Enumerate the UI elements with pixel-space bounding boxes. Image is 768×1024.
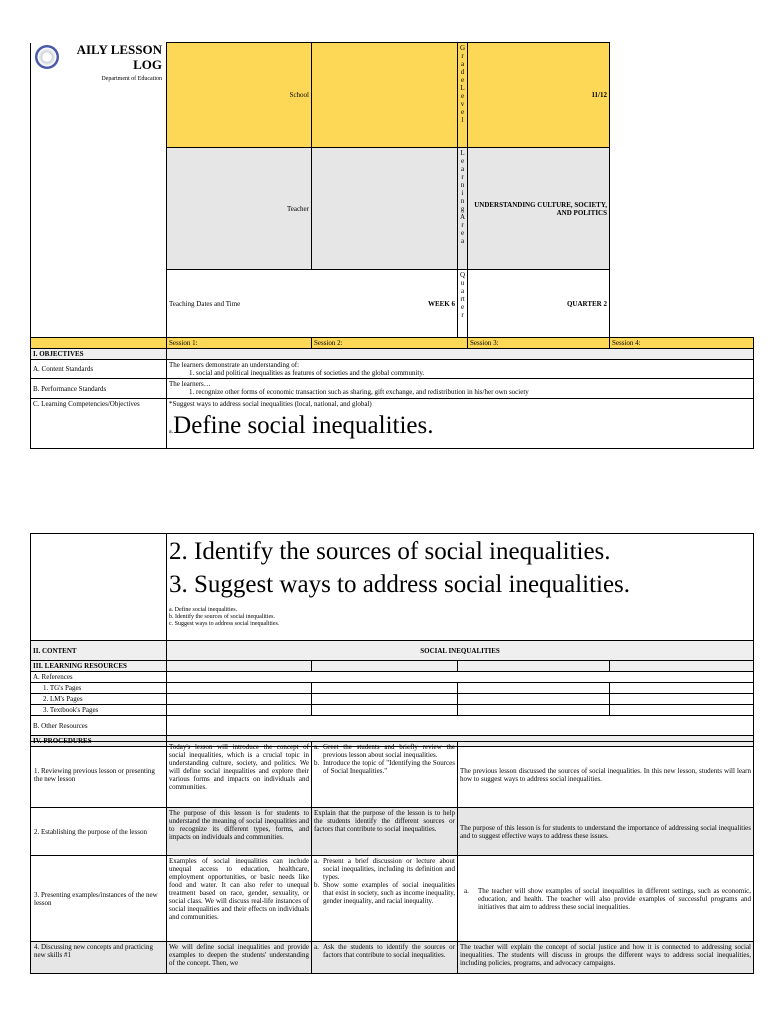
session-4-header: Session 4:	[610, 338, 754, 349]
objectives-table	[30, 337, 754, 449]
session-2-cell: Explain that the purpose of the lesson is to help the students identify the different sources or factors that contribute to social inequalities.	[312, 808, 458, 856]
procedures-table	[30, 741, 754, 974]
session-3-cell: The purpose of this lesson is for students to understand the importance of addressing social inequalities and to suggest effective ways to address these issues.	[458, 808, 754, 856]
procedure-row	[31, 808, 754, 856]
other-resources-label: B. Other Resources	[31, 716, 167, 736]
performance-standards-value: The learners… 1. recognize other forms of economic transaction such as sharing, gift exchange, and redistribution in his/her own society	[167, 379, 754, 399]
references-label: A. References	[31, 672, 167, 683]
department-label: Department of Education	[101, 76, 162, 82]
objectives-continued	[167, 534, 754, 641]
session-1-cell: The purpose of this lesson is for students to understand the meaning of social inequalities and to recognize its different types, forms, and impacts on individuals and communities.	[167, 808, 312, 856]
procedure-label: 1. Reviewing previous lesson or presenting the new lesson	[31, 742, 167, 808]
procedure-row	[31, 856, 754, 942]
learning-competencies-label: C. Learning Competencies/Objectives	[31, 399, 167, 449]
procedure-label: 4. Discussing new concepts and practicing new skills #1	[31, 942, 167, 974]
teacher-value[interactable]	[312, 148, 458, 270]
procedure-row	[31, 942, 754, 974]
grade-level-value: 11/12	[468, 43, 610, 148]
school-value[interactable]	[312, 43, 458, 148]
teacher-label: Teacher	[167, 148, 312, 270]
procedure-row	[31, 742, 754, 808]
content-standards-label: A. Content Standards	[31, 360, 167, 379]
objective-2: 2. Identify the sources of social inequalities.	[169, 538, 611, 565]
school-label: School	[167, 43, 312, 148]
objective-small-a: a. Define social inequalities.	[169, 607, 238, 613]
learning-area-label: Learning Area	[458, 148, 468, 270]
quarter-value: QUARTER 2	[468, 270, 610, 338]
performance-standards-label: B. Performance Standards	[31, 379, 167, 399]
learning-resources-heading: III. LEARNING RESOURCES	[31, 661, 167, 672]
session-2-cell: a. Present a brief discussion or lecture about social inequalities, including its definition and types. b. Show some examples of social inequalities that exist in society, such as income inequality, gender inequality, and racial inequality.	[312, 856, 458, 942]
tg-pages-label: 1. TG's Pages	[31, 683, 167, 694]
quarter-label: Quarter	[458, 270, 468, 338]
session-3-cell: The teacher will explain the concept of social justice and how it is connected to addressing social inequalities. The students will discuss in groups the different ways to address social inequalities, including policies, programs, and advocacy campaigns.	[458, 942, 754, 974]
grade-level-label: Grade Level	[458, 43, 468, 148]
content-heading: II. CONTENT	[31, 641, 167, 661]
session-1-cell: Examples of social inequalities can include unequal access to education, healthcare, employment opportunities, or basic needs like food and water. It can also refer to unequal treatment based on race, gender, sexuality, or social class. We will discuss real-life instances of social inequalities and their effects on individuals and communities.	[167, 856, 312, 942]
learning-competencies-value: *Suggest ways to address social inequalities (local, national, and global) a.Define social inequalities.	[167, 399, 754, 449]
continuation-table	[30, 533, 754, 747]
learning-area-value: UNDERSTANDING CULTURE, SOCIETY, AND POLITICS	[468, 148, 610, 270]
objectives-heading: I. OBJECTIVES	[31, 349, 167, 360]
session-3-cell: The previous lesson discussed the sources of social inequalities. In this new lesson, students will learn how to suggest ways to address social inequalities.	[458, 742, 754, 808]
lm-pages-label: 2. LM's Pages	[31, 694, 167, 705]
week-value: WEEK 6	[312, 270, 458, 338]
procedure-label: 3. Presenting examples/instances of the new lesson	[31, 856, 167, 942]
textbook-pages-label: 3. Textbook's Pages	[31, 705, 167, 716]
session-1-header: Session 1:	[167, 338, 312, 349]
session-3-header: Session 3:	[468, 338, 610, 349]
session-1-cell: We will define social inequalities and provide examples to deepen the students' understanding of the concept. Then, we	[167, 942, 312, 974]
session-1-cell: Today's lesson will introduce the concept of social inequalities, which is a crucial topic in understanding culture, society, and politics. We will define social inequalities and explore their various forms and impacts on individuals and communities.	[167, 742, 312, 808]
content-standards-value: The learners demonstrate an understanding of: 1. social and political inequalities as features of societies and the global community.	[167, 360, 754, 379]
session-2-cell: a. Greet the students and briefly review the previous lesson about social inequalities. b. Introduce the topic of "Identifying the Sources of Social Inequalities."	[312, 742, 458, 808]
header-table	[30, 42, 754, 338]
teaching-dates-label: Teaching Dates and Time	[167, 270, 312, 338]
objective-3: 3. Suggest ways to address social inequalities.	[169, 571, 631, 598]
session-3-cell: a. The teacher will show examples of social inequalities in different settings, such as economic, education, and health. The teacher will also provide examples of successful programs and initiatives that aim to address these social inequalities.	[458, 856, 754, 942]
procedure-label: 2. Establishing the purpose of the lesson	[31, 808, 167, 856]
objective-small-b: b. Identify the sources of social inequalities.	[169, 614, 275, 620]
lesson-log-title: AILY LESSON LOG	[76, 42, 162, 72]
content-value: SOCIAL INEQUALITIES	[167, 641, 754, 661]
session-2-cell: a. Ask the students to identify the sources or factors that contribute to social inequalities.	[312, 942, 458, 974]
procedures-heading: IV. PROCEDURES	[31, 736, 167, 747]
objective-a: Define social inequalities.	[173, 412, 434, 439]
session-2-header: Session 2:	[312, 338, 468, 349]
objective-small-c: c. Suggest ways to address social inequalities.	[169, 621, 280, 627]
